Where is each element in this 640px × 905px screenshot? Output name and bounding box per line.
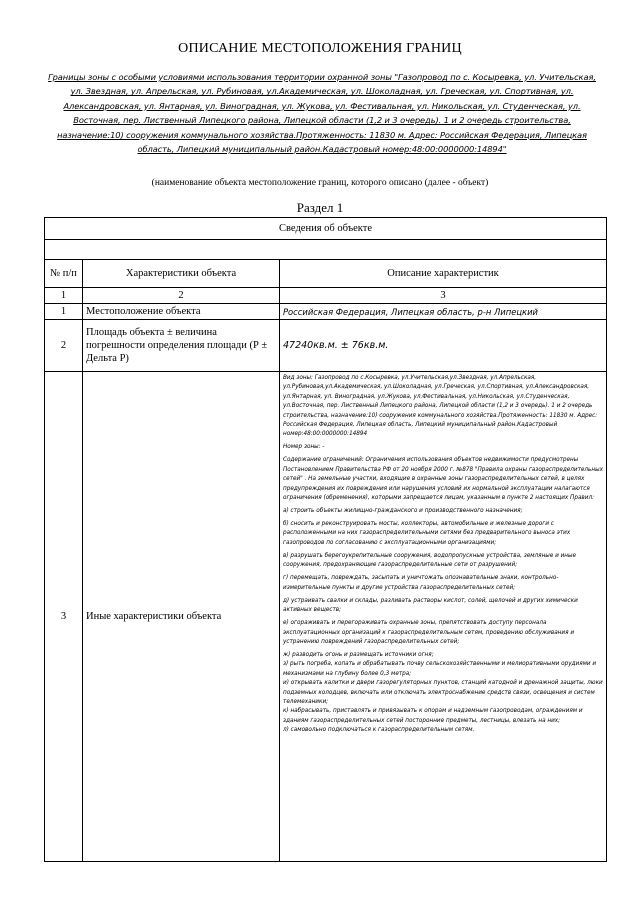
header-num: № п/п <box>45 260 83 288</box>
header-description: Описание характеристик <box>280 260 607 288</box>
restriction-item: ж) разводить огонь и размещать источники огня; <box>283 651 434 658</box>
index-cell: 2 <box>83 288 280 304</box>
row-description <box>280 372 607 862</box>
table-header-row <box>45 260 607 288</box>
restriction-item: в) разрушать берегоукрепительные сооружения, водопропускные устройства, земляные и иные сооружения, предохраняющие газораспределительные сети от разрушений; <box>283 552 576 569</box>
object-info-table <box>44 217 607 862</box>
restriction-item: к) набрасывать, приставлять и привязывать к опорам и надземным газопроводам, ограждениям и зданиям газораспределительных сетей посторонние предметы, лестницы, влезать на них; <box>283 708 583 724</box>
restriction-item: а) строить объекты жилищно-гражданского и производственного назначения; <box>283 508 523 515</box>
table-spacer-row <box>45 240 607 260</box>
object-name-caption: (наименование объекта местоположение границ, которого описано (далее - объект) <box>151 178 489 188</box>
table-spacer-cell <box>45 240 607 260</box>
index-cell: 3 <box>280 288 607 304</box>
section-title: Раздел 1 <box>296 200 344 215</box>
restriction-item: г) перемещать, повреждать, засыпать и уничтожать опознавательные знаки, контрольно-измерительные пункты и другие устройства газораспределительных сетей; <box>283 575 559 591</box>
document-title: ОПИСАНИЕ МЕСТОПОЛОЖЕНИЯ ГРАНИЦ <box>178 41 462 56</box>
header-characteristic: Характеристики объекта <box>83 260 280 288</box>
table-row <box>45 304 607 320</box>
zone-type-text: Вид зоны: Газопровод по с.Косыревка, ул.Учительская,ул.Звездная, ул.Апрельская, ул.Рубиновая,ул.Академическая, ул.Шоколадная, ул.Греческая, ул.Спортивная, ул.Александровская, ул.Янтарная, ул. Виноградная, ул.Жукова, ул.Фестивальная, ул.Никольская, ул.Студенческая, ул.Восточная, пер. Лиственный Липецкого района, Липецкой области (1,2 и 3 очередь). 1 и 2 очередь строительства, назначение:10) сооружения коммунального хозяйства.Протяженность: 11830 м. Адрес: Российская Федерация, Липецкая область, Липецкий муниципальный район.Кадастровый номер:48:00:0000000:14894 <box>283 375 598 438</box>
zone-number-text: Номер зоны: - <box>283 444 325 451</box>
table-caption-row <box>45 218 607 240</box>
table-row <box>45 320 607 372</box>
restriction-item: и) открывать калитки и двери газорегуляторных пунктов, станций катодной и дренажной защиты, люки подземных колодцев, включать или отключать электроснабжение средств связи, освещения и систем телемеханики; <box>283 680 603 705</box>
row-num: 2 <box>45 320 83 372</box>
restriction-item: е) огораживать и перегораживать охранные зоны, препятствовать доступу персонала эксплуатационных организаций к газораспределительным сетям, проведению обслуживания и устранению повреждений газораспределительных сетей; <box>283 620 575 645</box>
table-row <box>45 372 607 862</box>
restriction-item: л) самовольно подключаться к газораспределительным сетям. <box>283 727 475 734</box>
row-description: Российская Федерация, Липецкая область, р-н Липецкий <box>280 304 607 320</box>
table-caption: Сведения об объекте <box>45 218 607 240</box>
table-index-row <box>45 288 607 304</box>
object-name: Границы зоны с особыми условиями использования территории охранной зоны "Газопровод по с. Косыревка, ул. Учительская, ул. Звездная, ул. Апрельская, ул. Рубиновая, ул.Академическая, ул. Шоколадная, ул. Греческая, ул. Спортивная, ул. Александровская, ул. Янтарная, ул. Виноградная, ул. Жукова, ул. Фестивальная, ул. Никольская, ул. Студенческая, ул. Восточная, пер. Лиственный Липецкого района, Липецкой области (1,2 и 3 очередь). 1 и 2 очередь строительства, назначение:10) сооружения коммунального хозяйства.Протяженность: 11830 м. Адрес: Российская Федерация, Липецкая область, Липецкий муниципальный район.Кадастровый номер:48:00:0000000:14894" <box>48 72 596 155</box>
index-cell: 1 <box>45 288 83 304</box>
row-characteristic: Площадь объекта ± величина погрешности определения площади (Р ± Дельта Р) <box>83 320 280 372</box>
row-description: 47240кв.м. ± 76кв.м. <box>280 320 607 372</box>
restriction-item: б) сносить и реконструировать мосты, коллекторы, автомобильные и железные дороги с расположенными на них газораспределительными сетями без предварительного выноса этих газопроводов по согласованию с эксплуатационными организациями; <box>283 521 571 546</box>
row-num: 3 <box>45 372 83 862</box>
row-characteristic: Местоположение объекта <box>83 304 280 320</box>
restriction-item: д) устраивать свалки и склады, разливать растворы кислот, солей, щелочей и других химически активных веществ; <box>283 597 578 614</box>
row-characteristic: Иные характеристики объекта <box>83 372 280 862</box>
row-num: 1 <box>45 304 83 320</box>
restriction-item: з) рыть погреба, копать и обрабатывать почву сельскохозяйственными и мелиоративными орудиями и механизмами на глубину более 0,3 метра; <box>283 661 597 677</box>
restrictions-intro: Содержание ограничений: Ограничения использования объектов недвижимости предусмотрены Постановлением Правительства РФ от 20 ноября 2000 г. №878 "Правила охраны газораспределительных сетей" . На земельные участки, входящие в охранные зоны газораспределительных сетей, в целях предупреждения их повреждения или нарушения условий их нормальной эксплуатации налагаются ограничения (обременения), которыми запрещается лицам, указанным в пункте 2 настоящих Правил: <box>283 457 603 502</box>
